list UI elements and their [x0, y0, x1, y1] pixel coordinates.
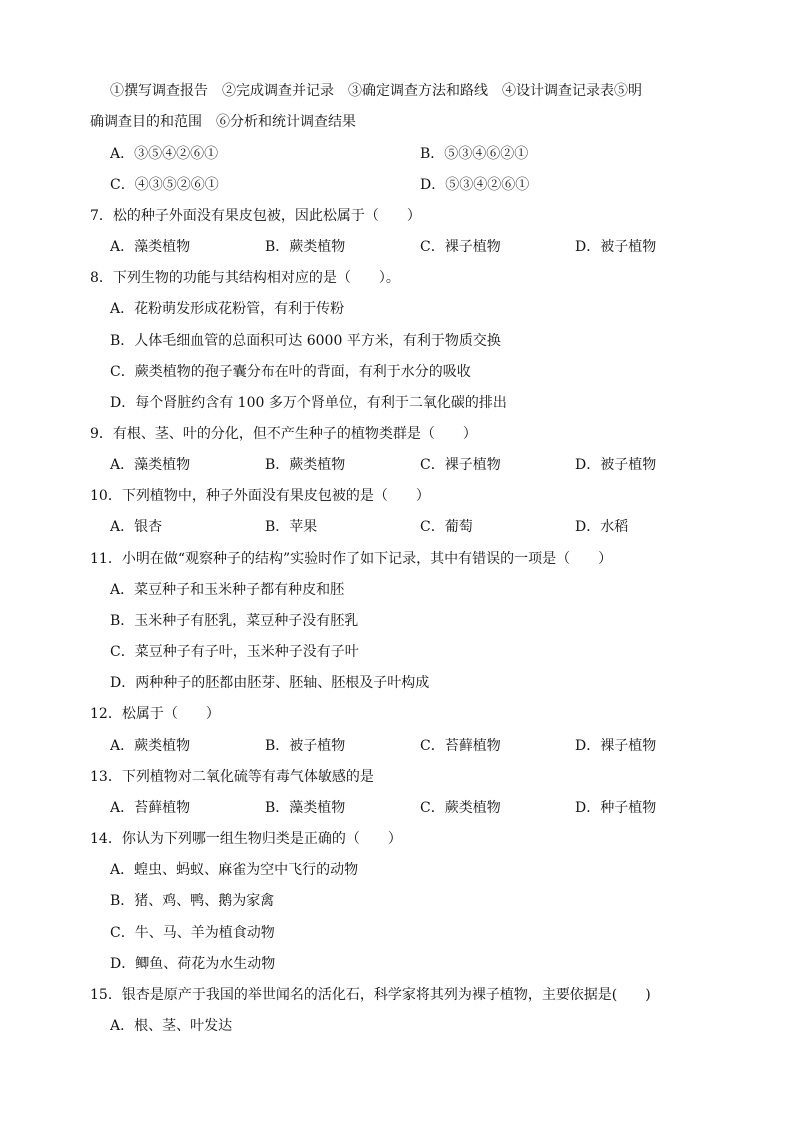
- intro-option-a: A．③⑤④②⑥①: [110, 146, 219, 162]
- intro-option-d: D．⑤③④②⑥①: [420, 177, 530, 193]
- q8-option-b: B．人体毛细血管的总面积可达 6000 平方米，有利于物质交换: [110, 333, 501, 349]
- q14-option-a: A．蝗虫、蚂蚁、麻雀为空中飞行的动物: [110, 862, 359, 878]
- q14-option-d: D．鲫鱼、荷花为水生动物: [110, 956, 276, 972]
- question-8-stem: 8．下列生物的功能与其结构相对应的是（ ）。: [90, 270, 400, 286]
- question-10-stem: 10．下列植物中，种子外面没有果皮包被的是（ ）: [90, 488, 430, 504]
- question-13-stem: 13．下列植物对二氧化硫等有毒气体敏感的是: [90, 769, 374, 785]
- q7-option-d: D．被子植物: [575, 239, 657, 255]
- q12-option-b: B．被子植物: [265, 738, 346, 754]
- q8-option-c: C．蕨类植物的孢子囊分布在叶的背面，有利于水分的吸收: [110, 364, 471, 380]
- q9-option-a: A．藻类植物: [110, 457, 191, 473]
- q10-option-d: D．水稻: [575, 519, 629, 535]
- question-12-stem: 12．松属于（ ）: [90, 706, 220, 722]
- q12-option-a: A．蕨类植物: [110, 738, 191, 754]
- q11-option-c: C．菜豆种子有子叶，玉米种子没有子叶: [110, 644, 359, 660]
- q9-option-c: C．裸子植物: [420, 457, 501, 473]
- q15-option-a: A．根、茎、叶发达: [110, 1018, 233, 1034]
- q12-option-c: C．苔藓植物: [420, 738, 501, 754]
- q12-option-d: D．裸子植物: [575, 738, 657, 754]
- q13-option-c: C．蕨类植物: [420, 800, 501, 816]
- q11-option-d: D．两种种子的胚都由胚芽、胚轴、胚根及子叶构成: [110, 675, 430, 691]
- q7-option-c: C．裸子植物: [420, 239, 501, 255]
- question-15-stem: 15．银杏是原产于我国的举世闻名的活化石，科学家将其列为裸子植物，主要依据是( ): [90, 987, 651, 1003]
- q9-option-b: B．蕨类植物: [265, 457, 346, 473]
- intro-line-2: 确调查目的和范围 ⑥分析和统计调查结果: [90, 114, 356, 130]
- q7-option-b: B．蕨类植物: [265, 239, 346, 255]
- q13-option-b: B．藻类植物: [265, 800, 346, 816]
- q11-option-b: B．玉米种子有胚乳，菜豆种子没有胚乳: [110, 613, 359, 629]
- question-11-stem: 11．小明在做“观察种子的结构”实验时作了如下记录，其中有错误的一项是（ ）: [90, 551, 613, 567]
- q14-option-c: C．牛、马、羊为植食动物: [110, 925, 275, 941]
- question-14-stem: 14．你认为下列哪一组生物归类是正确的（ ）: [90, 831, 402, 847]
- intro-line-1: ①撰写调查报告 ②完成调查并记录 ③确定调查方法和路线 ④设计调查记录表⑤明: [110, 83, 642, 99]
- q10-option-b: B．苹果: [265, 519, 318, 535]
- q8-option-d: D．每个肾脏约含有 100 多万个肾单位，有利于二氧化碳的排出: [110, 395, 507, 411]
- q10-option-a: A．银杏: [110, 519, 163, 535]
- q14-option-b: B．猪、鸡、鸭、鹅为家禽: [110, 893, 275, 909]
- q10-option-c: C．葡萄: [420, 519, 473, 535]
- q11-option-a: A．菜豆种子和玉米种子都有种皮和胚: [110, 582, 345, 598]
- q13-option-d: D．种子植物: [575, 800, 657, 816]
- q9-option-d: D．被子植物: [575, 457, 657, 473]
- q7-option-a: A．藻类植物: [110, 239, 191, 255]
- intro-option-c: C．④③⑤②⑥①: [110, 177, 219, 193]
- q13-option-a: A．苔藓植物: [110, 800, 191, 816]
- question-9-stem: 9．有根、茎、叶的分化，但不产生种子的植物类群是（ ）: [90, 426, 477, 442]
- question-7-stem: 7．松的种子外面没有果皮包被，因此松属于（ ）: [90, 208, 421, 224]
- q8-option-a: A．花粉萌发形成花粉管，有利于传粉: [110, 301, 345, 317]
- intro-option-b: B．⑤③④⑥②①: [420, 146, 529, 162]
